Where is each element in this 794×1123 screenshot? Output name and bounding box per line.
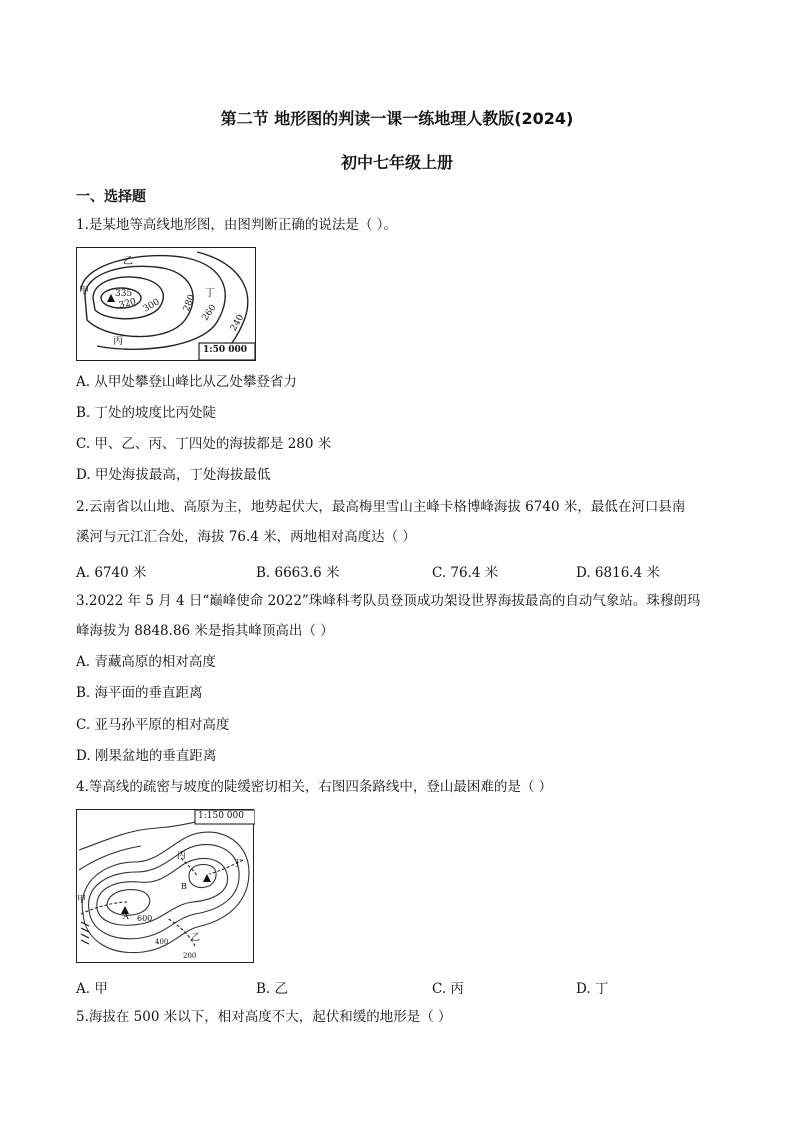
question-1-stem: 1.是某地等高线地形图，由图判断正确的说法是（ ）。 [76,217,397,233]
question-1-option-d: D. 甲处海拔最高，丁处海拔最低 [76,467,271,483]
contour-map-1 [76,247,256,361]
contour-label-280: 280 [181,293,198,313]
point-yi: 乙 [123,256,133,267]
point-ding: 丁 [205,288,215,299]
route-point-yi: 乙 [191,933,201,943]
document-subtitle: 初中七年级上册 [340,153,453,172]
question-2-option-a: A. 6740 米 [76,565,147,581]
question-4-stem: 4.等高线的疏密与坡度的陡缓密切相关，右图四条路线中，登山最困难的是（ ） [76,779,553,795]
contour-label-300: 300 [141,297,162,315]
contour-label-200: 200 [183,952,197,960]
question-1-option-b: B. 丁处的坡度比丙处陡 [76,405,217,421]
peak-elevation-label: 335 [115,289,133,299]
question-3-stem-line-2: 峰海拔为 8848.86 米是指其峰顶高出（ ） [76,623,334,639]
question-4-option-c: C. 丙 [432,981,464,997]
question-2-stem-line-1: 2.云南省以山地、高原为主，地势起伏大，最高梅里雪山主峰卡格博峰海拔 6740 米，最低在河口县南 [76,499,686,515]
question-3-option-a: A. 青藏高原的相对高度 [76,654,216,670]
contour-label-240: 240 [228,313,247,333]
contour-map-4 [76,809,254,963]
question-3-stem-line-1: 3.2022 年 5 月 4 日“巅峰使命 2022”珠峰科考队员登顶成功架设世界海拔最高的自动气象站。珠穆朗玛 [76,593,701,609]
section-heading: 一、选择题 [76,189,146,205]
question-2-option-c: C. 76.4 米 [432,565,499,581]
question-1-option-c: C. 甲、乙、丙、丁四处的海拔都是 280 米 [76,436,332,452]
question-1-option-a: A. 从甲处攀登山峰比从乙处攀登省力 [76,374,297,390]
document-title: 第二节 地形图的判读一课一练地理人教版(2024) [220,109,574,128]
contour-label-320: 320 [117,296,138,312]
peak-label-b: B [181,882,187,891]
question-3-option-c: C. 亚马孙平原的相对高度 [76,717,230,733]
question-4-option-b: B. 乙 [256,981,289,997]
question-3-option-d: D. 刚果盆地的垂直距离 [76,748,217,764]
question-2-option-d: D. 6816.4 米 [576,565,660,581]
map-scale: 1:50 000 [203,345,248,355]
point-jia: 甲 [79,286,89,297]
question-4-option-d: D. 丁 [576,981,609,997]
peak-label-a: A [123,912,129,921]
contour-label-600: 600 [137,914,153,923]
question-3-option-b: B. 海平面的垂直距离 [76,685,203,701]
question-5-stem: 5.海拔在 500 米以下，相对高度不大，起伏和缓的地形是（ ） [76,1009,452,1025]
contour-label-400: 400 [155,938,169,946]
route-point-jia: 甲 [77,895,87,905]
point-bing: 丙 [113,336,123,347]
map-scale: 1:150 000 [198,811,244,821]
question-2-stem-line-2: 溪河与元江汇合处，海拔 76.4 米，两地相对高度达（ ） [76,529,416,545]
route-point-ding: 丁 [233,859,243,869]
route-point-bing: 丙 [177,851,187,861]
contour-label-260: 260 [200,303,219,323]
question-4-option-a: A. 甲 [76,981,108,997]
question-2-option-b: B. 6663.6 米 [256,565,340,581]
